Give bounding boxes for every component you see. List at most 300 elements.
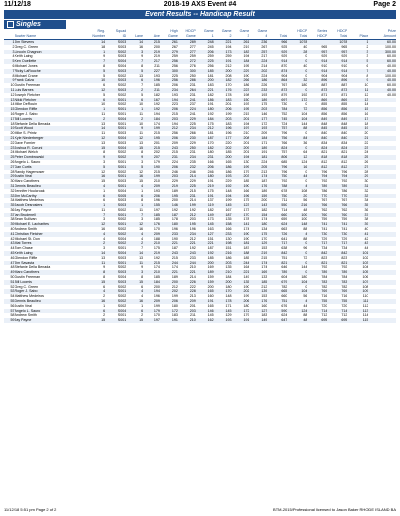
- table-cell: 0: [287, 251, 307, 256]
- table-cell: 789: [307, 184, 327, 189]
- section-title: Singles: [16, 21, 41, 28]
- table-cell: 244: [232, 261, 250, 266]
- table-cell: 183: [214, 98, 232, 103]
- table-cell: S003: [105, 280, 126, 285]
- table-cell: 757: [267, 126, 287, 131]
- table-cell: 174: [249, 174, 267, 179]
- table-cell: 896: [307, 78, 327, 83]
- table-cell: 2: [103, 313, 106, 318]
- table-cell: 5: [347, 59, 368, 64]
- table-cell: 1: [347, 40, 368, 45]
- table-cell: 181: [232, 241, 250, 246]
- table-cell: 760: [327, 213, 347, 218]
- table-cell: 178: [243, 217, 250, 222]
- table-cell: 18: [10, 121, 15, 126]
- table-cell: 23: [4, 146, 15, 151]
- table-cell: 193: [171, 92, 178, 97]
- table-cell: 135: [225, 217, 232, 222]
- table-cell: 914: [327, 59, 347, 64]
- table-cell: 231: [196, 155, 214, 160]
- table-cell: 180: [301, 275, 308, 280]
- table-cell: 792: [341, 179, 348, 184]
- table-cell: 171: [261, 140, 268, 145]
- table-cell: 210: [189, 265, 196, 270]
- table-cell: 47: [4, 261, 15, 266]
- table-cell: S001: [105, 213, 126, 218]
- table-cell: 869: [327, 98, 347, 103]
- table-cell: 192: [153, 255, 160, 260]
- table-cell: 750: [267, 174, 287, 179]
- table-cell: 182: [153, 92, 160, 97]
- column-header: Lane: [126, 34, 143, 40]
- table-cell: 200: [214, 155, 232, 160]
- table-cell: 15: [101, 179, 106, 184]
- table-cell: 182: [207, 92, 214, 97]
- table-cell: 6: [84, 98, 105, 103]
- table-cell: 206: [196, 50, 214, 55]
- table-cell: 5: [4, 59, 15, 64]
- table-cell: 871: [341, 92, 348, 97]
- table-cell: 231: [189, 150, 196, 155]
- table-cell: 51: [4, 280, 15, 285]
- bowler-name-cell: Sean Sullivan: [14, 217, 37, 222]
- bowler-name-cell: Jim Savasta: [15, 261, 85, 266]
- table-cell: S001: [105, 98, 126, 103]
- table-cell: 16: [139, 44, 144, 49]
- table-cell: 189: [249, 98, 267, 103]
- table-cell: 14: [364, 102, 369, 107]
- table-cell: 9: [84, 155, 105, 160]
- table-cell: 212: [178, 213, 196, 218]
- table-cell: 856: [321, 111, 328, 116]
- table-cell: 56: [10, 303, 15, 308]
- table-cell: 211: [190, 313, 196, 318]
- table-cell: 209: [261, 131, 268, 136]
- table-cell: 185: [225, 150, 232, 155]
- table-cell: 300.00: [368, 50, 396, 55]
- table-cell: 189: [261, 188, 268, 193]
- table-cell: 0: [305, 102, 308, 107]
- table-cell: 56: [303, 198, 308, 203]
- table-cell: 821: [327, 261, 347, 266]
- table-cell: 792: [341, 265, 348, 270]
- table-cell: 225: [171, 73, 178, 78]
- table-cell: 818: [327, 155, 347, 160]
- table-cell: 769: [307, 289, 327, 294]
- table-cell: 185: [153, 217, 160, 222]
- table-cell: 151: [207, 236, 214, 241]
- table-cell: 221: [160, 270, 178, 275]
- table-cell: 224: [249, 59, 267, 64]
- table-cell: 229: [225, 179, 232, 184]
- table-cell: 887: [341, 83, 348, 88]
- table-cell: S004: [105, 59, 126, 64]
- table-cell: 197: [153, 207, 160, 212]
- table-cell: 207: [143, 155, 160, 160]
- table-cell: 16: [101, 227, 106, 232]
- table-cell: 276: [189, 63, 196, 68]
- table-cell: 741: [327, 222, 347, 227]
- table-cell: 929: [341, 54, 348, 59]
- table-cell: 734: [321, 246, 328, 251]
- table-cell: S004: [117, 275, 127, 280]
- table-cell: 6: [12, 63, 15, 68]
- table-cell: 2: [84, 241, 105, 246]
- table-cell: 185: [153, 275, 160, 280]
- table-cell: S003: [117, 140, 127, 145]
- table-cell: 678: [281, 188, 288, 193]
- table-cell: 182: [261, 207, 268, 212]
- bowler-name-cell: Michael St. Don: [14, 236, 40, 241]
- table-cell: S002: [117, 217, 127, 222]
- table-cell: 300: [160, 69, 178, 74]
- table-cell: S003: [117, 198, 127, 203]
- table-cell: 0: [287, 88, 307, 93]
- table-cell: 219: [243, 44, 250, 49]
- table-cell: 190: [232, 184, 250, 189]
- table-cell: 44: [364, 246, 369, 251]
- table-cell: 214: [261, 63, 268, 68]
- table-cell: 180: [171, 303, 178, 308]
- table-cell: 201: [153, 140, 160, 145]
- table-cell: 191: [214, 59, 232, 64]
- table-cell: 624: [267, 222, 287, 227]
- table-cell: 221: [196, 241, 214, 246]
- table-cell: 2: [126, 88, 143, 93]
- table-cell: 4: [287, 184, 307, 189]
- table-cell: 887: [321, 83, 328, 88]
- table-cell: 52: [10, 284, 15, 289]
- table-cell: 114: [362, 313, 369, 318]
- table-cell: 38: [10, 217, 15, 222]
- bowler-name-cell: Jay Payne: [14, 207, 32, 212]
- table-cell: 28: [287, 50, 307, 55]
- table-cell: 711: [281, 198, 288, 203]
- table-cell: 11: [139, 111, 144, 116]
- column-header: 2: [214, 34, 232, 40]
- table-cell: 192: [153, 102, 160, 107]
- table-cell: 200: [171, 198, 178, 203]
- column-header: HDCP: [337, 29, 348, 34]
- table-cell: 1: [4, 40, 15, 45]
- table-cell: 199: [178, 203, 196, 208]
- table-cell: 638: [281, 246, 288, 251]
- table-cell: 796: [267, 165, 287, 170]
- table-cell: 212: [171, 284, 178, 289]
- table-cell: 200: [196, 78, 214, 83]
- table-cell: 56: [303, 294, 308, 299]
- table-cell: 219: [143, 50, 160, 55]
- table-cell: 190: [232, 232, 250, 237]
- column-header: Game: [160, 34, 178, 40]
- table-cell: 10: [101, 102, 106, 107]
- table-cell: 30: [10, 179, 15, 184]
- table-cell: 4: [84, 289, 105, 294]
- table-cell: 663: [281, 227, 288, 232]
- table-cell: 203: [249, 107, 267, 112]
- table-cell: 914: [307, 59, 327, 64]
- table-cell: 195: [232, 107, 250, 112]
- table-cell: 31: [347, 184, 368, 189]
- table-cell: 4: [12, 54, 15, 59]
- table-cell: 60.00: [387, 54, 396, 59]
- table-cell: 172: [261, 121, 268, 126]
- table-cell: 741: [307, 222, 327, 227]
- table-cell: S002: [117, 284, 127, 289]
- table-cell: 1: [103, 303, 106, 308]
- table-cell: 115: [347, 318, 368, 323]
- table-cell: 7: [4, 69, 15, 74]
- table-cell: 187: [261, 179, 268, 184]
- table-cell: 187: [160, 213, 178, 218]
- table-cell: 659: [281, 217, 288, 222]
- table-cell: 15: [126, 318, 143, 323]
- table-cell: 9: [126, 126, 143, 131]
- table-cell: 11: [347, 88, 368, 93]
- table-cell: 210: [243, 131, 250, 136]
- table-cell: 15: [84, 280, 105, 285]
- column-header: Total: [267, 34, 287, 40]
- table-cell: 231: [178, 194, 196, 199]
- table-cell: 151: [225, 246, 232, 251]
- table-cell: 31: [4, 184, 15, 189]
- table-cell: 183: [207, 83, 214, 88]
- table-cell: 6: [126, 98, 143, 103]
- table-cell: 714: [307, 309, 327, 314]
- table-cell: 19: [347, 126, 368, 131]
- table-cell: 35: [4, 203, 15, 208]
- column-header: Game: [203, 29, 214, 34]
- table-cell: 11: [4, 88, 15, 93]
- column-header: Ave: [143, 34, 160, 40]
- table-cell: 12: [84, 136, 105, 141]
- table-cell: 195: [143, 136, 160, 141]
- table-cell: 0: [287, 146, 307, 151]
- bowler-name-cell: Andrew Smith: [14, 313, 37, 318]
- table-cell: 72: [287, 107, 307, 112]
- table-cell: 261: [232, 40, 250, 45]
- table-cell: 170: [214, 289, 232, 294]
- table-cell: 789: [327, 270, 347, 275]
- table-cell: 9: [141, 54, 144, 59]
- table-cell: 175: [243, 198, 250, 203]
- table-cell: S003: [117, 44, 127, 49]
- table-cell: 788: [267, 184, 287, 189]
- table-cell: 215: [153, 169, 160, 174]
- table-cell: 13: [101, 121, 106, 126]
- table-cell: 229: [189, 179, 196, 184]
- table-cell: 241: [178, 98, 196, 103]
- table-cell: 173: [207, 217, 214, 222]
- table-cell: 219: [153, 54, 160, 59]
- table-cell: 21: [4, 136, 15, 141]
- table-cell: 277: [189, 44, 196, 49]
- table-cell: 41: [347, 232, 368, 237]
- bowler-name-cell: Tom Chase: [14, 246, 33, 251]
- table-cell: 823: [341, 255, 348, 260]
- table-cell: 186: [196, 98, 214, 103]
- table-cell: 229: [178, 117, 196, 122]
- table-cell: 194: [243, 54, 250, 59]
- table-cell: 9: [126, 155, 143, 160]
- table-cell: 196: [153, 294, 160, 299]
- table-cell: 181: [249, 155, 267, 160]
- table-cell: 237: [189, 102, 196, 107]
- table-cell: 5: [103, 92, 106, 97]
- table-cell: S002: [105, 241, 126, 246]
- table-cell: 209: [178, 299, 196, 304]
- table-cell: S002: [117, 83, 127, 88]
- table-cell: 176: [249, 184, 267, 189]
- table-cell: 199: [225, 111, 232, 116]
- table-cell: 185: [243, 255, 250, 260]
- table-cell: 248: [196, 40, 214, 45]
- table-cell: 144: [301, 265, 308, 270]
- table-cell: 145: [214, 309, 232, 314]
- table-cell: 870: [281, 63, 288, 68]
- table-cell: 256: [207, 63, 214, 68]
- table-cell: S004: [117, 63, 127, 68]
- table-cell: 2: [12, 44, 15, 49]
- table-cell: 200: [153, 44, 160, 49]
- results-rows: [4, 40, 396, 324]
- table-cell: 165: [196, 289, 214, 294]
- table-cell: 266: [232, 78, 250, 83]
- table-cell: 18: [364, 121, 369, 126]
- table-cell: 213: [189, 294, 196, 299]
- table-cell: S001: [117, 121, 127, 126]
- page-footer: [0, 505, 400, 514]
- bowler-name-cell: Christian Fletcher: [15, 232, 85, 237]
- table-cell: 6: [103, 284, 106, 289]
- table-cell: 100.00: [385, 44, 396, 49]
- table-cell: 215: [189, 188, 196, 193]
- table-cell: 146: [261, 111, 268, 116]
- table-cell: 14: [84, 40, 105, 45]
- table-cell: 196: [189, 227, 196, 232]
- table-cell: 796: [281, 169, 288, 174]
- header-title: 2018-19 AXS Event #4: [163, 1, 237, 8]
- table-cell: 13: [139, 255, 144, 260]
- table-cell: S001: [105, 165, 126, 170]
- table-cell: 256: [171, 131, 178, 136]
- table-cell: 792: [321, 179, 328, 184]
- table-cell: S002: [117, 265, 127, 270]
- table-cell: 214: [178, 174, 196, 179]
- table-cell: 1: [84, 50, 105, 55]
- table-cell: 180: [196, 174, 214, 179]
- table-cell: 660: [267, 213, 287, 218]
- table-cell: 1: [126, 107, 143, 112]
- table-cell: 178: [214, 299, 232, 304]
- table-cell: 8: [366, 73, 369, 78]
- table-cell: S002: [117, 294, 127, 299]
- table-cell: 12: [84, 88, 105, 93]
- table-cell: 174: [153, 265, 160, 270]
- table-cell: 176: [214, 88, 232, 93]
- table-cell: 194: [143, 289, 160, 294]
- bowler-name-cell: Dennis Beaulieu: [15, 299, 85, 304]
- table-cell: 60.00: [368, 40, 396, 45]
- table-cell: 759: [341, 217, 348, 222]
- table-cell: 3: [141, 217, 144, 222]
- table-cell: 9: [347, 78, 368, 83]
- table-cell: 26: [364, 159, 369, 164]
- table-cell: 300: [178, 69, 196, 74]
- table-cell: 12: [101, 169, 106, 174]
- table-cell: 216: [287, 203, 307, 208]
- table-cell: 782: [341, 284, 348, 289]
- table-cell: 212: [261, 284, 268, 289]
- table-cell: 193: [243, 102, 250, 107]
- table-cell: 604: [281, 275, 288, 280]
- table-cell: 219: [196, 184, 214, 189]
- table-cell: 200: [214, 69, 232, 74]
- table-cell: 794: [327, 174, 347, 179]
- bowler-name-cell: Roger J. Sabo: [14, 111, 38, 116]
- table-cell: 267: [261, 44, 268, 49]
- table-cell: S001: [105, 222, 126, 227]
- table-cell: S001: [105, 289, 126, 294]
- table-cell: 174: [249, 261, 267, 266]
- table-cell: 187: [207, 246, 214, 251]
- bowler-name-cell: Kyle Niederberger: [15, 136, 85, 141]
- table-cell: 208: [225, 73, 232, 78]
- table-cell: 11: [139, 207, 144, 212]
- table-cell: 104: [287, 289, 307, 294]
- table-cell: 190: [243, 236, 250, 241]
- bowler-name-cell: Bill Loomis: [15, 117, 85, 122]
- table-cell: 210: [214, 270, 232, 275]
- bowler-name-cell: Jim Stevens: [15, 40, 85, 45]
- table-cell: 188: [153, 236, 160, 241]
- table-cell: 170: [153, 313, 160, 318]
- table-cell: 8: [141, 275, 144, 280]
- table-cell: 202: [214, 146, 232, 151]
- table-cell: 100: [287, 213, 307, 218]
- table-cell: 720: [321, 303, 328, 308]
- table-cell: 3: [103, 159, 106, 164]
- table-cell: 766: [307, 203, 327, 208]
- table-cell: 834: [321, 140, 328, 145]
- table-cell: 206: [160, 136, 178, 141]
- table-cell: 256: [171, 63, 178, 68]
- table-cell: 209: [143, 232, 160, 237]
- table-cell: S001: [117, 111, 127, 116]
- table-cell: 137: [207, 198, 214, 203]
- table-cell: 821: [307, 261, 327, 266]
- table-cell: 770: [327, 194, 347, 199]
- table-cell: 192: [171, 207, 178, 212]
- table-cell: 186: [243, 83, 250, 88]
- bowler-name-cell: Luis Barnes: [15, 88, 85, 93]
- table-cell: 200: [160, 280, 178, 285]
- table-cell: 812: [341, 159, 348, 164]
- bowler-name-cell: Keith Laing: [14, 54, 33, 59]
- table-cell: 896: [327, 78, 347, 83]
- column-header: Place: [347, 34, 368, 40]
- table-cell: 750: [267, 194, 287, 199]
- table-cell: 215: [143, 261, 160, 266]
- table-cell: 261: [160, 40, 178, 45]
- table-cell: 166: [207, 159, 214, 164]
- table-cell: 34: [364, 198, 369, 203]
- table-cell: 203: [232, 174, 250, 179]
- table-cell: 135: [225, 265, 232, 270]
- table-cell: 8: [103, 150, 106, 155]
- table-cell: S003: [105, 40, 126, 45]
- table-cell: 130: [243, 159, 250, 164]
